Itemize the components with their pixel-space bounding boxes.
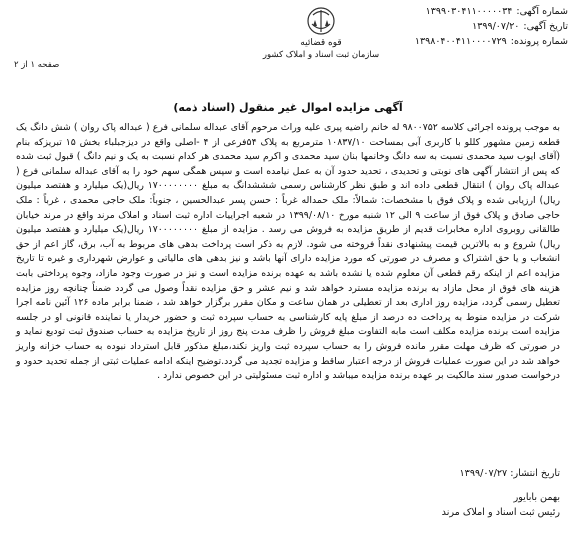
publish-date-label: تاریخ انتشار: [510,468,560,479]
ad-number: ۱۳۹۹۰۳۰۴۱۱۰۰۰۰۰۳۴ [425,6,513,17]
notice-body [16,121,560,384]
ad-number-label: شماره آگهی: [516,6,568,17]
file-number-label: شماره پرونده: [510,36,568,47]
publish-date-row [300,466,560,481]
ad-date-label: تاریخ آگهی: [523,21,568,32]
signature-block [300,466,560,520]
emblem-icon [304,6,338,36]
body-paragraph: به موجب پرونده اجرائی کلاسه ۹۸۰۰۷۵۲ له خانم راضیه پیری علیه وراث مرحوم آقای عبداله سلمانی فرع ( عبداله پاک روان ) شش دانگ یک قطعه زمین مشهور کللو با کاربری آبی بمساحت ۱۰۸۳۷/۱۰ مترمربع به پلاک ۵۴فرعی از ۴ -اصلی واقع در دیزجبلباء بخش ۱۵ تبریزکه بنام (آقای ایوب سید محمدی نسبت به سه دانگ وخانمها بنان سید محمدی و اکرم سید محمدی هر کدام نسبت به یک و نیم دانگ ) قبول ثبت شده که پس از انتشار آگهی های نوبتی و تحدیدی ، تحدید حدود آن به عمل نیامده است و سپس همگی سهم خود را به آقای عبداله سلمانی فرع ( عبداله پاک روان ) انتقال قطعی داده اند و طبق نظر کارشناس رسمی شششدانگ به مبلغ ۱۷۰۰۰۰۰۰۰۰ ریال(یک میلیارد و هفتصد میلیون ریال) ارزیابی شده و پلاک فوق با مشخصات: شمالاً: ملک حمداله غرباً : حسن پسر عبدالحسین ، جنوباً: ملک حاجی محمدی ، غرباً : ملک حاجی صادق و پلاک فوق از ساعت ۹ الی ۱۲ شنبه مورخ ۱۳۹۹/۰۸/۱۰ در شعبه اجراییات اداره ثبت اسناد و املاک مرند واقع در مرند خیابان طالقانی روبروی اداره مخابرات قدیم از طریق مزایده به فروش می رسد . مزایده از مبلغ ۱۷۰۰۰۰۰۰۰۰ ریال(یک میلیارد و هفتصد میلیون ریال) شروع و به بالاترین قیمت پیشنهادی نقداً فروخته می شود. لازم به ذکر است پرداخت بدهی های مربوط به آب، برق، گاز اعم از حق انشعاب و یا حق اشتراک و مصرف در صورتی که مورد مزایده دارای آنها باشد و نیز بدهی های مالیاتی و عوارض شهرداری و غیره تا تاریخ مزایده اعم از اینکه رقم قطعی آن معلوم شده یا نشده باشد به عهده برنده مزایده است و نیز در صورت وجود مازاد، وجوه پرداختی بابت هزینه های فوق از محل مازاد به برنده مزایده مسترد خواهد شد و نیم عشر و حق مزایده نقداً وصول می گردد ضمناً چنانچه روز مزایده تعطیل رسمی گردد، مزایده روز اداری بعد از تعطیلی در همان ساعت و مکان مقرر برگزار خواهد شد ، ضمنا برابر ماده ۱۲۶ آئین نامه اجرا شرکت در مزایده منوط به پرداخت ده درصد از مبلغ پایه کارشناسی به حساب سپرده ثبت و حضور خریدار یا نماینده قانونی او در جلسه مزایده است برنده مزایده مکلف است مابه التفاوت مبلغ فروش را ظرف مدت پنج روز از تاریخ مزایده به حساب صندوق ثبت توديع نماید و در صورتی که ظرف مهلت مقرر مانده فروش را به حساب سپرده ثبت واریز نکند،مبلغ مذکور قابل استرداد نبوده به حساب خزانه واریز خواهد شد در این صورت عملیات فروش از درجه اعتبار ساقط و مزایده تجدید می گردد.توضیح اینکه ادامه عملیات ثبتی از جمله تحدید حدود و درخواست صدور سند مالکیت بر عهده برنده مزایده میباشد و اداره ثبت مسئولیتی در این خصوص ندارد . [16,122,561,382]
signer-position: رئیس ثبت اسناد و املاک مرند [441,507,560,518]
ad-date: ۱۳۹۹/۰۷/۲۰ [472,21,520,32]
file-number: ۱۳۹۸۰۴۰۰۴۱۱۰۰۰۰۷۲۹ [414,36,507,47]
emblem-line-judiciary: قوه قضائیه [300,38,342,48]
signer-name: بهمن بابایور [513,492,560,503]
emblem-line-organization: سازمان ثبت اسناد و املاک کشور [262,50,380,60]
notice-title: آگهی مزایده اموال غیر منقول (اسناد ذمه) [173,101,403,114]
publish-date: ۱۳۹۹/۰۷/۲۷ [459,468,508,479]
page-number: صفحه ۱ از ۲ [14,60,60,70]
judiciary-emblem [262,6,380,60]
